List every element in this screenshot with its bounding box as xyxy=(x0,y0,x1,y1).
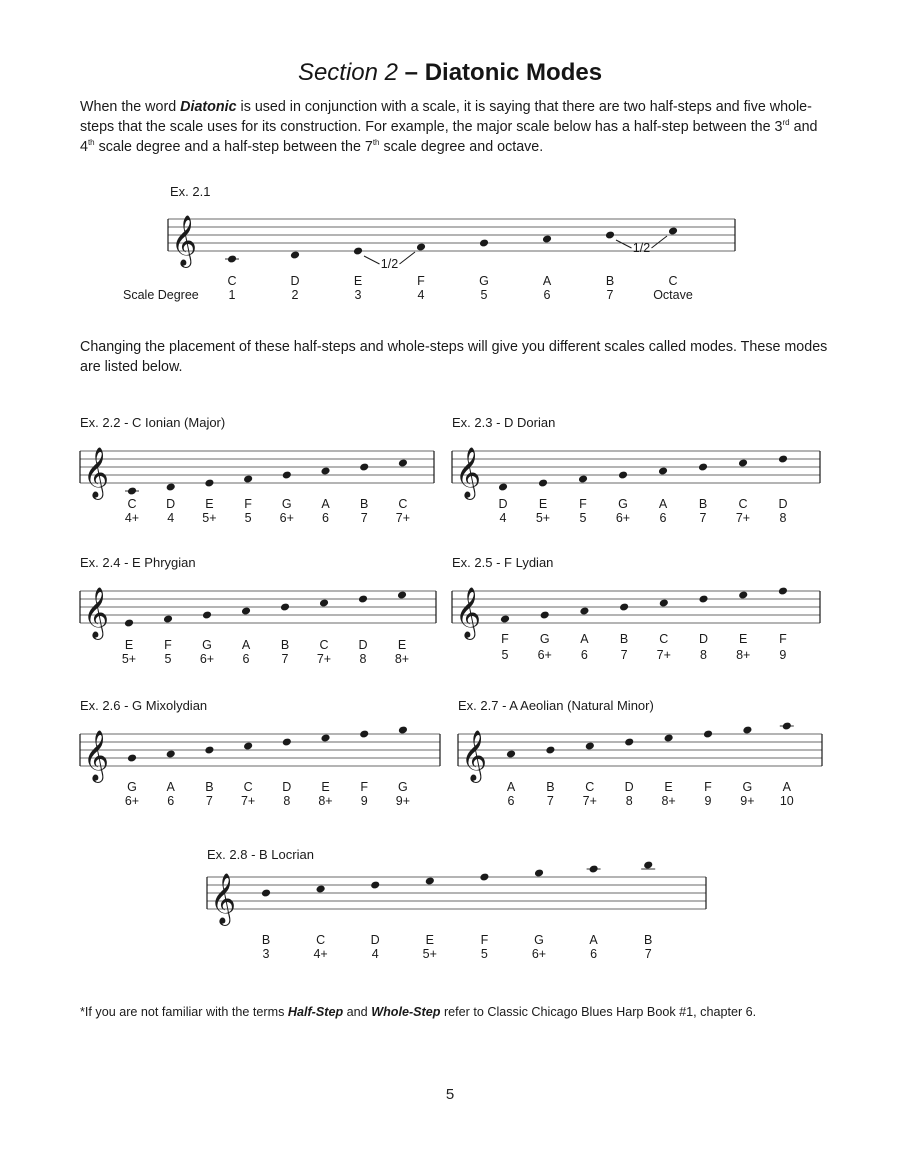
treble-clef-icon: 𝄞 xyxy=(461,731,488,780)
half-step-label: 1/2 xyxy=(380,257,399,271)
example-3 xyxy=(452,415,820,525)
note-head xyxy=(738,590,748,599)
note-degree: 8 xyxy=(283,794,291,808)
note-name: D xyxy=(166,497,176,511)
note-head xyxy=(227,254,237,263)
note-degree: Octave xyxy=(653,288,693,302)
example-label: Ex. 2.7 - A Aeolian (Natural Minor) xyxy=(458,698,654,713)
half-step-bracket xyxy=(652,236,668,248)
note-head xyxy=(542,234,552,243)
note-head xyxy=(163,614,173,623)
note-name: C xyxy=(319,638,329,652)
note-head xyxy=(479,238,489,247)
note-head xyxy=(738,458,748,467)
note-degree: 6+ xyxy=(279,511,294,525)
note-degree: 4 xyxy=(499,511,507,525)
example-label: Ex. 2.5 - F Lydian xyxy=(452,555,554,570)
note-name: A xyxy=(782,780,791,794)
note-degree: 7 xyxy=(546,794,554,808)
example-8 xyxy=(207,847,706,961)
note-head xyxy=(778,454,788,463)
note-head xyxy=(643,860,653,869)
note-head xyxy=(778,586,788,595)
note-name: D xyxy=(358,638,368,652)
note-degree: 6 xyxy=(322,511,329,525)
note-degree: 6+ xyxy=(124,794,140,808)
note-name: G xyxy=(742,780,753,794)
note-head xyxy=(398,458,408,467)
note-name: B xyxy=(546,780,555,794)
note-name: B xyxy=(605,274,615,288)
title-dash: – xyxy=(398,59,425,86)
note-degree: 6+ xyxy=(537,648,552,662)
note-head xyxy=(166,482,176,491)
note-name: C xyxy=(738,497,748,511)
example-label: Ex. 2.1 xyxy=(170,184,211,199)
note-degree: 7 xyxy=(699,511,707,525)
note-degree: 3 xyxy=(262,947,270,961)
note-head xyxy=(658,466,668,475)
note-head xyxy=(664,733,674,742)
note-degree: 3 xyxy=(354,288,362,302)
note-name: F xyxy=(244,497,252,511)
note-head xyxy=(498,482,508,491)
note-name: G xyxy=(479,274,489,288)
note-degree: 4+ xyxy=(313,947,328,961)
note-head xyxy=(241,606,251,615)
note-degree: 8 xyxy=(625,794,633,808)
note-name: C xyxy=(585,780,595,794)
treble-clef-icon: 𝄞 xyxy=(455,448,482,497)
note-name: F xyxy=(164,638,172,652)
note-name: B xyxy=(698,497,708,511)
example-label: Ex. 2.3 - D Dorian xyxy=(452,415,556,430)
note-name: B xyxy=(644,933,653,947)
note-head xyxy=(243,474,253,483)
intro-sup-rd: rd xyxy=(782,118,790,128)
note-degree: 4 xyxy=(167,511,175,525)
note-head xyxy=(319,598,329,607)
note-degree: 9+ xyxy=(395,794,411,808)
note-head xyxy=(703,729,713,738)
note-head xyxy=(261,888,271,897)
note-name: E xyxy=(353,274,363,288)
note-degree: 6+ xyxy=(615,511,631,525)
note-degree: 6+ xyxy=(199,652,215,666)
footnote-text-3: refer to Classic Chicago Blues Harp Book #1, chapter 6. xyxy=(440,1005,757,1019)
note-degree: 5 xyxy=(244,511,252,525)
note-degree: 4 xyxy=(371,947,379,961)
intro-term-diatonic: Diatonic xyxy=(180,99,237,115)
note-head xyxy=(124,618,134,627)
note-degree: 6 xyxy=(659,511,667,525)
note-name: C xyxy=(398,497,408,511)
half-step-bracket xyxy=(616,240,632,248)
treble-clef-icon: 𝄞 xyxy=(83,588,110,637)
note-head xyxy=(578,474,588,483)
note-degree: 7 xyxy=(644,947,652,961)
note-head xyxy=(534,868,544,877)
treble-clef-icon: 𝄞 xyxy=(83,448,110,497)
note-name: B xyxy=(280,638,290,652)
note-name: G xyxy=(127,780,137,794)
note-name: F xyxy=(360,780,369,794)
note-name: C xyxy=(668,274,678,288)
note-degree: 9 xyxy=(360,794,368,808)
footnote-term-whole-step: Whole-Step xyxy=(371,1005,441,1019)
note-name: A xyxy=(241,638,251,652)
intro-text-3: and 4 xyxy=(80,119,818,155)
note-name: E xyxy=(538,497,548,511)
note-head xyxy=(282,470,292,479)
note-head xyxy=(202,610,212,619)
note-head xyxy=(358,594,368,603)
note-degree: 8 xyxy=(700,648,707,662)
note-name: A xyxy=(166,780,175,794)
note-head xyxy=(579,606,589,615)
note-degree: 8 xyxy=(359,652,367,666)
treble-clef-icon: 𝄞 xyxy=(455,588,482,637)
note-head xyxy=(605,230,615,239)
note-head xyxy=(538,478,548,487)
note-degree: 7 xyxy=(606,288,614,302)
note-name: B xyxy=(619,632,629,646)
note-name: F xyxy=(501,632,509,646)
note-degree: 4 xyxy=(417,288,425,302)
modes-intro-text: Changing the placement of these half-steps and whole-steps will give you different scales called modes. These modes are listed below. xyxy=(80,339,828,375)
note-name: B xyxy=(360,497,369,511)
note-head xyxy=(618,470,628,479)
note-head xyxy=(425,876,435,885)
note-name: D xyxy=(370,933,380,947)
note-head xyxy=(668,226,678,235)
note-degree: 1 xyxy=(228,288,236,302)
note-head xyxy=(353,246,363,255)
note-head xyxy=(506,749,516,758)
note-name: G xyxy=(539,632,550,646)
note-head xyxy=(320,733,330,742)
half-step-bracket xyxy=(400,252,416,264)
note-degree: 6 xyxy=(543,288,551,302)
example-label: Ex. 2.2 - C Ionian (Major) xyxy=(80,415,226,430)
note-degree: 5 xyxy=(480,288,488,302)
note-degree: 10 xyxy=(779,794,794,808)
note-head xyxy=(782,721,792,730)
note-head xyxy=(370,880,380,889)
note-head xyxy=(540,610,550,619)
note-degree: 7 xyxy=(205,794,213,808)
note-head xyxy=(127,486,137,495)
note-head xyxy=(500,614,510,623)
note-degree: 7 xyxy=(281,652,289,666)
treble-clef-icon: 𝄞 xyxy=(171,216,198,265)
note-name: A xyxy=(321,497,330,511)
note-name: D xyxy=(290,274,300,288)
note-head xyxy=(204,478,214,487)
note-name: D xyxy=(698,632,709,646)
note-name: B xyxy=(261,933,271,947)
half-step-bracket xyxy=(364,256,380,264)
note-degree: 6 xyxy=(242,652,250,666)
note-head xyxy=(398,725,408,734)
note-name: F xyxy=(417,274,425,288)
note-head xyxy=(359,462,369,471)
note-name: C xyxy=(227,274,237,288)
note-head xyxy=(698,462,708,471)
note-name: C xyxy=(659,632,669,646)
note-name: D xyxy=(778,497,788,511)
note-name: A xyxy=(580,632,589,646)
note-head xyxy=(416,242,426,251)
example-label: Ex. 2.6 - G Mixolydian xyxy=(80,698,208,713)
note-head xyxy=(127,753,137,762)
note-head xyxy=(589,864,599,873)
example-label: Ex. 2.4 - E Phrygian xyxy=(80,555,196,570)
note-name: D xyxy=(498,497,508,511)
example-7 xyxy=(458,698,822,808)
note-head xyxy=(243,741,253,750)
note-name: E xyxy=(739,632,748,646)
example-4 xyxy=(80,555,436,666)
footnote xyxy=(80,1002,880,1022)
footnote-text-2: and xyxy=(343,1005,372,1019)
note-degree: 8+ xyxy=(394,652,410,666)
note-name: A xyxy=(658,497,668,511)
note-head xyxy=(624,737,634,746)
note-head xyxy=(545,745,555,754)
note-degree: 5 xyxy=(480,947,488,961)
note-degree: 7+ xyxy=(316,652,332,666)
note-name: E xyxy=(397,638,407,652)
page-number: 5 xyxy=(445,1086,455,1103)
note-head xyxy=(282,737,292,746)
note-head xyxy=(166,749,176,758)
intro-text-4: scale degree and a half-step between the 7 xyxy=(94,139,373,155)
note-degree: 8 xyxy=(779,511,787,525)
note-head xyxy=(619,602,629,611)
note-degree: 8+ xyxy=(661,794,676,808)
note-degree: 2 xyxy=(291,288,299,302)
note-name: E xyxy=(425,933,434,947)
note-degree: 4+ xyxy=(124,511,140,525)
note-degree: 5 xyxy=(164,652,172,666)
note-degree: 7 xyxy=(620,648,628,662)
treble-clef-icon: 𝄞 xyxy=(210,874,237,923)
note-name: F xyxy=(480,933,489,947)
note-name: G xyxy=(281,497,292,511)
note-name: G xyxy=(534,933,544,947)
note-head xyxy=(659,598,669,607)
note-degree: 5 xyxy=(501,648,509,662)
half-step-label: 1/2 xyxy=(632,241,651,255)
note-degree: 6+ xyxy=(531,947,547,961)
note-degree: 7+ xyxy=(582,794,597,808)
note-degree: 6 xyxy=(507,794,515,808)
example-5 xyxy=(452,555,820,662)
note-name: C xyxy=(127,497,137,511)
note-head xyxy=(698,594,708,603)
intro-sup-th-1: th xyxy=(87,138,95,148)
intro-text-1: When the word xyxy=(80,99,181,115)
note-degree: 8+ xyxy=(318,794,333,808)
example-label: Ex. 2.8 - B Locrian xyxy=(207,847,314,862)
note-degree: 7+ xyxy=(240,794,256,808)
note-name: F xyxy=(779,632,787,646)
note-degree: 9 xyxy=(779,648,787,662)
intro-sup-th-2: th xyxy=(372,138,380,148)
note-name: D xyxy=(624,780,634,794)
note-name: F xyxy=(704,780,712,794)
note-name: F xyxy=(579,497,587,511)
example-1 xyxy=(123,184,735,302)
title-section: Section 2 xyxy=(297,59,399,86)
note-head xyxy=(479,872,489,881)
note-degree: 6 xyxy=(580,648,588,662)
note-name: D xyxy=(282,780,292,794)
note-head xyxy=(585,741,595,750)
note-name: E xyxy=(321,780,330,794)
note-head xyxy=(316,884,326,893)
note-name: G xyxy=(398,780,408,794)
example-6 xyxy=(80,698,440,808)
note-name: G xyxy=(618,497,628,511)
note-degree: 7+ xyxy=(395,511,411,525)
note-degree: 5+ xyxy=(121,652,137,666)
note-degree: 7+ xyxy=(656,648,671,662)
note-degree: 5+ xyxy=(202,511,217,525)
note-name: A xyxy=(589,933,598,947)
title-name: Diatonic Modes xyxy=(424,59,603,86)
footnote-text-1: *If you are not familiar with the terms xyxy=(80,1005,288,1019)
note-name: A xyxy=(542,274,552,288)
note-degree: 9 xyxy=(704,794,712,808)
note-degree: 7 xyxy=(360,511,368,525)
intro-text-5: scale degree and octave. xyxy=(379,139,544,155)
note-head xyxy=(204,745,214,754)
note-name: C xyxy=(316,933,326,947)
note-degree: 5+ xyxy=(535,511,551,525)
note-head xyxy=(320,466,330,475)
example-2 xyxy=(80,415,434,525)
treble-clef-icon: 𝄞 xyxy=(83,731,110,780)
note-degree: 7+ xyxy=(735,511,751,525)
note-degree: 6 xyxy=(167,794,175,808)
note-name: C xyxy=(243,780,253,794)
note-head xyxy=(397,590,407,599)
note-name: G xyxy=(202,638,212,652)
note-degree: 8+ xyxy=(736,648,751,662)
note-name: B xyxy=(205,780,214,794)
note-degree: 6 xyxy=(590,947,598,961)
note-degree: 9+ xyxy=(740,794,755,808)
note-name: E xyxy=(124,638,134,652)
scale-degree-label: Scale Degree xyxy=(123,288,199,302)
note-name: E xyxy=(664,780,673,794)
note-head xyxy=(290,250,300,259)
note-degree: 5+ xyxy=(422,947,437,961)
note-head xyxy=(742,725,752,734)
note-name: E xyxy=(205,497,214,511)
footnote-term-half-step: Half-Step xyxy=(287,1005,344,1019)
note-head xyxy=(280,602,290,611)
note-degree: 5 xyxy=(579,511,587,525)
intro-text-2: is used in conjunction with a scale, it is saying that there are two half-steps and five whole-steps that the scale uses for its construction. For example, the major scale below has a half-step between the 3 xyxy=(80,99,812,135)
note-name: A xyxy=(506,780,516,794)
note-head xyxy=(359,729,369,738)
